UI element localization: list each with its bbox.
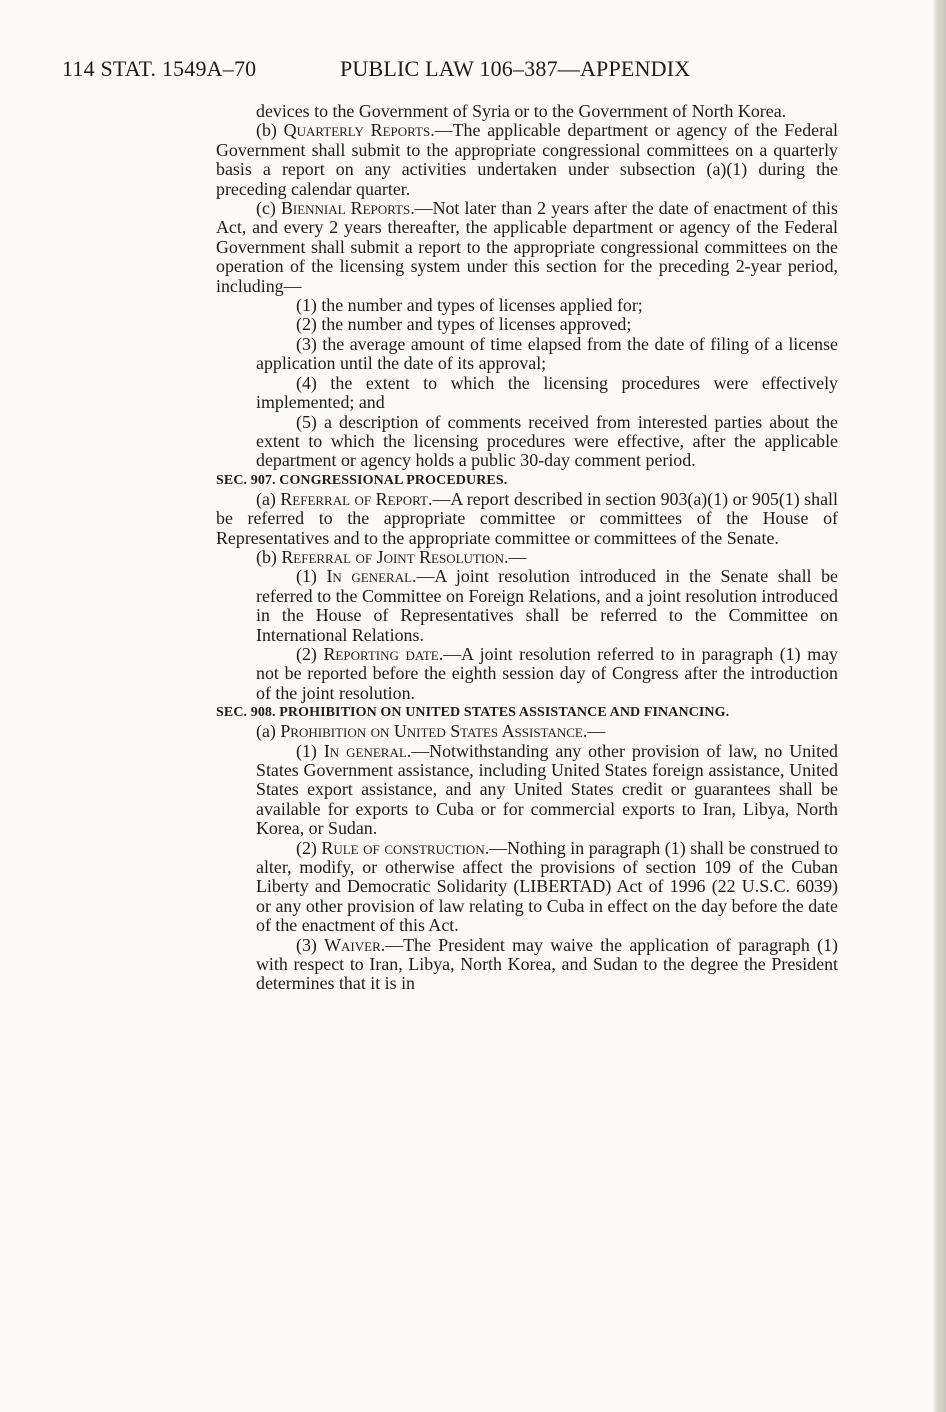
paragraph-heading: Reporting date <box>323 643 439 664</box>
sec908-paragraph-a3 <box>216 936 838 994</box>
paragraph-text: .—Notwithstanding any other provision of law, no United States Government assistance, including United States foreign assistance, United States export assistance, and any United States credit or guarantees shall be available for exports to Cuba or for commercial exports to Iran, Libya, North Korea, or Sudan. <box>256 740 838 839</box>
paragraph-text: .—A joint resolution referred to in paragraph (1) may not be reported before the eighth session day of Congress after the introduction of the joint resolution. <box>256 643 838 703</box>
sec908-paragraph-a1 <box>216 742 838 839</box>
paragraph-c5: (5) a description of comments received from interested parties about the extent to which the licensing procedures were effective, after the applicable department or agency holds a public 30-day comment period. <box>256 411 838 471</box>
paragraph-label: (3) <box>296 934 325 955</box>
paragraph-text: .—A joint resolution introduced in the Senate shall be referred to the Committee on Foreign Relations, and a joint resolution introduced in the House of Representatives shall be referred to the Committee on International Relations. <box>256 566 838 645</box>
paragraph-c3: (3) the average amount of time elapsed from the date of filing of a license application until the date of its approval; <box>256 333 838 374</box>
subsection-text: .—The applicable department or agency of the Federal Government shall submit to the appropriate congressional committees on a quarterly basis a report on any activities undertaken under subsection (a)(1) during the preceding calendar quarter. <box>216 120 838 199</box>
paragraph-label: (2) <box>296 837 322 858</box>
paragraph-heading: In general <box>326 566 413 587</box>
subsection-heading: Biennial Reports <box>280 198 411 219</box>
subsection-text: .— <box>582 721 606 742</box>
paragraph-label: (1) <box>296 740 324 761</box>
paragraph-heading: Waiver <box>324 934 381 955</box>
subsection-label: (a) <box>256 721 281 742</box>
paragraph-c2: (2) the number and types of licenses approved; <box>296 314 632 335</box>
sec908-subsection-a <box>216 722 838 741</box>
subsection-b-quarterly-reports <box>216 121 838 199</box>
subsection-heading: Referral of Report <box>280 488 428 509</box>
sec908-paragraph-a2 <box>216 839 838 936</box>
law-title: PUBLIC LAW 106–387—APPENDIX <box>340 56 691 81</box>
sec907-paragraph-b2 <box>216 645 838 703</box>
paragraph-continuation: devices to the Government of Syria or to the Government of North Korea. <box>256 101 787 121</box>
subsection-heading: Quarterly Reports <box>283 120 431 141</box>
paragraph-text: .—The President may waive the application of paragraph (1) with respect to Iran, Libya, North Korea, and Sudan to the degree the President determines that it is in <box>256 934 838 994</box>
subsection-heading: Prohibition on United States Assistance <box>280 721 583 742</box>
statute-citation: 114 STAT. 1549A–70 <box>62 56 257 81</box>
subsection-label: (b) <box>256 546 282 567</box>
subsection-heading: Referral of Joint Resolution <box>281 546 504 567</box>
document-body <box>216 102 838 994</box>
subsection-c-biennial-reports <box>216 199 838 296</box>
paragraph-c4: (4) the extent to which the licensing procedures were effectively implemented; and <box>256 372 838 413</box>
paragraph-label: (1) <box>296 566 327 587</box>
sec907-subsection-a <box>216 490 838 548</box>
paragraph-c1: (1) the number and types of licenses applied for; <box>296 295 643 316</box>
section-908-heading: SEC. 908. PROHIBITION ON UNITED STATES ASSISTANCE AND FINANCING. <box>216 705 730 721</box>
sec907-paragraph-b1 <box>216 567 838 645</box>
sec907-subsection-b <box>216 548 838 567</box>
subsection-text: .—Not later than 2 years after the date of enactment of this Act, and every 2 years thereafter, the applicable department or agency of the Federal Government shall submit a report to the appropriate congressional committees on the operation of the licensing system under this section for the preceding 2-year period, including— <box>216 198 838 296</box>
subsection-text: .—A report described in section 903(a)(1) or 905(1) shall be referred to the appropriate committee or committees of the House of Representatives and to the appropriate committee or committees of the Senate. <box>216 488 838 548</box>
paragraph-label: (2) <box>296 643 324 664</box>
subsection-label: (a) <box>256 488 281 509</box>
subsection-label: (c) <box>256 198 281 219</box>
paragraph-heading: Rule of construction <box>321 837 485 858</box>
paragraph-text: .—Nothing in paragraph (1) shall be construed to alter, modify, or otherwise affect the provisions of section 109 of the Cuban Liberty and Democratic Solidarity (LIBERTAD) Act of 1996 (22 U.S.C. 6039) or any other provision of law relating to Cuba in effect on the day before the date of the enactment of this Act. <box>256 837 838 936</box>
page-header <box>62 56 902 86</box>
section-907-heading: SEC. 907. CONGRESSIONAL PROCEDURES. <box>216 472 508 488</box>
page-binding-edge <box>932 0 946 1412</box>
subsection-text: .— <box>503 546 527 567</box>
subsection-label: (b) <box>256 120 284 141</box>
paragraph-heading: In general <box>323 740 407 761</box>
